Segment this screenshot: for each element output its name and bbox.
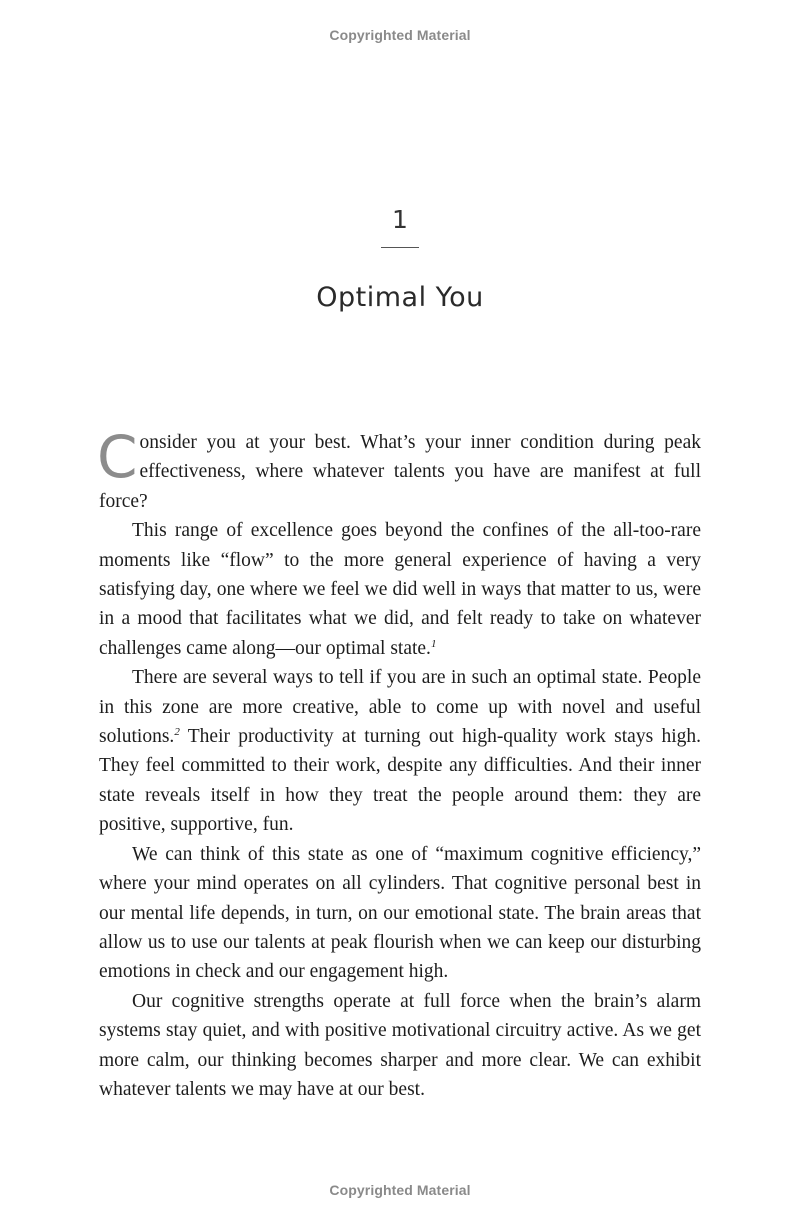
paragraph-3-text-b: Their productivity at turning out high-quality work stays high. They feel committed to their work, despite any difficulties. And their inner state reveals itself in how they treat the people around them: they are positive, supportive, fun. [99,726,701,836]
copyright-watermark-bottom: Copyrighted Material [329,1182,471,1198]
paragraph-5 [99,987,701,1105]
chapter-divider [381,247,419,248]
chapter-body [97,423,701,1104]
paragraph-1-text: onsider you at your best. What’s your inner condition during peak effectiveness, where whatever talents you have are manifest at full force? [99,432,701,512]
paragraph-3 [99,663,701,839]
footnote-ref-1: 1 [430,637,437,650]
footnote-ref-2: 2 [174,726,180,739]
paragraph-4-text: We can think of this state as one of “maximum cognitive efficiency,” where your mind operates on all cylinders. That cognitive personal best in our mental life depends, in turn, on our emotional state. The brain areas that allow us to use our talents at peak flourish when we can keep our disturbing emotions in check and our engagement high. [99,843,701,983]
paragraph-3-text-a: There are several ways to tell if you are in such an optimal state. People in this zone are more creative, able to come up with novel and useful solutions. [99,667,701,748]
chapter-title: Optimal You [316,282,484,313]
drop-cap: C [97,423,138,491]
paragraph-4 [99,840,701,987]
paragraph-2-text: This range of excellence goes beyond the confines of the all-too-rare moments like “flow” to the more general experience of having a very satisfying day, one where we feel we did well in ways that matter to us, were in a mood that facilitates what we did, and felt ready to take on whatever challenges came along—our optimal state. [99,520,701,659]
chapter-number: 1 [392,205,408,234]
paragraph-2 [99,516,701,663]
copyright-watermark-top: Copyrighted Material [329,27,471,43]
paragraph-1 [97,423,701,516]
paragraph-5-text: Our cognitive strengths operate at full force when the brain’s alarm systems stay quiet, and with positive motivational circuitry active. As we get more calm, our thinking becomes sharper and more clear. We can exhibit whatever talents we may have at our best. [99,990,701,1100]
